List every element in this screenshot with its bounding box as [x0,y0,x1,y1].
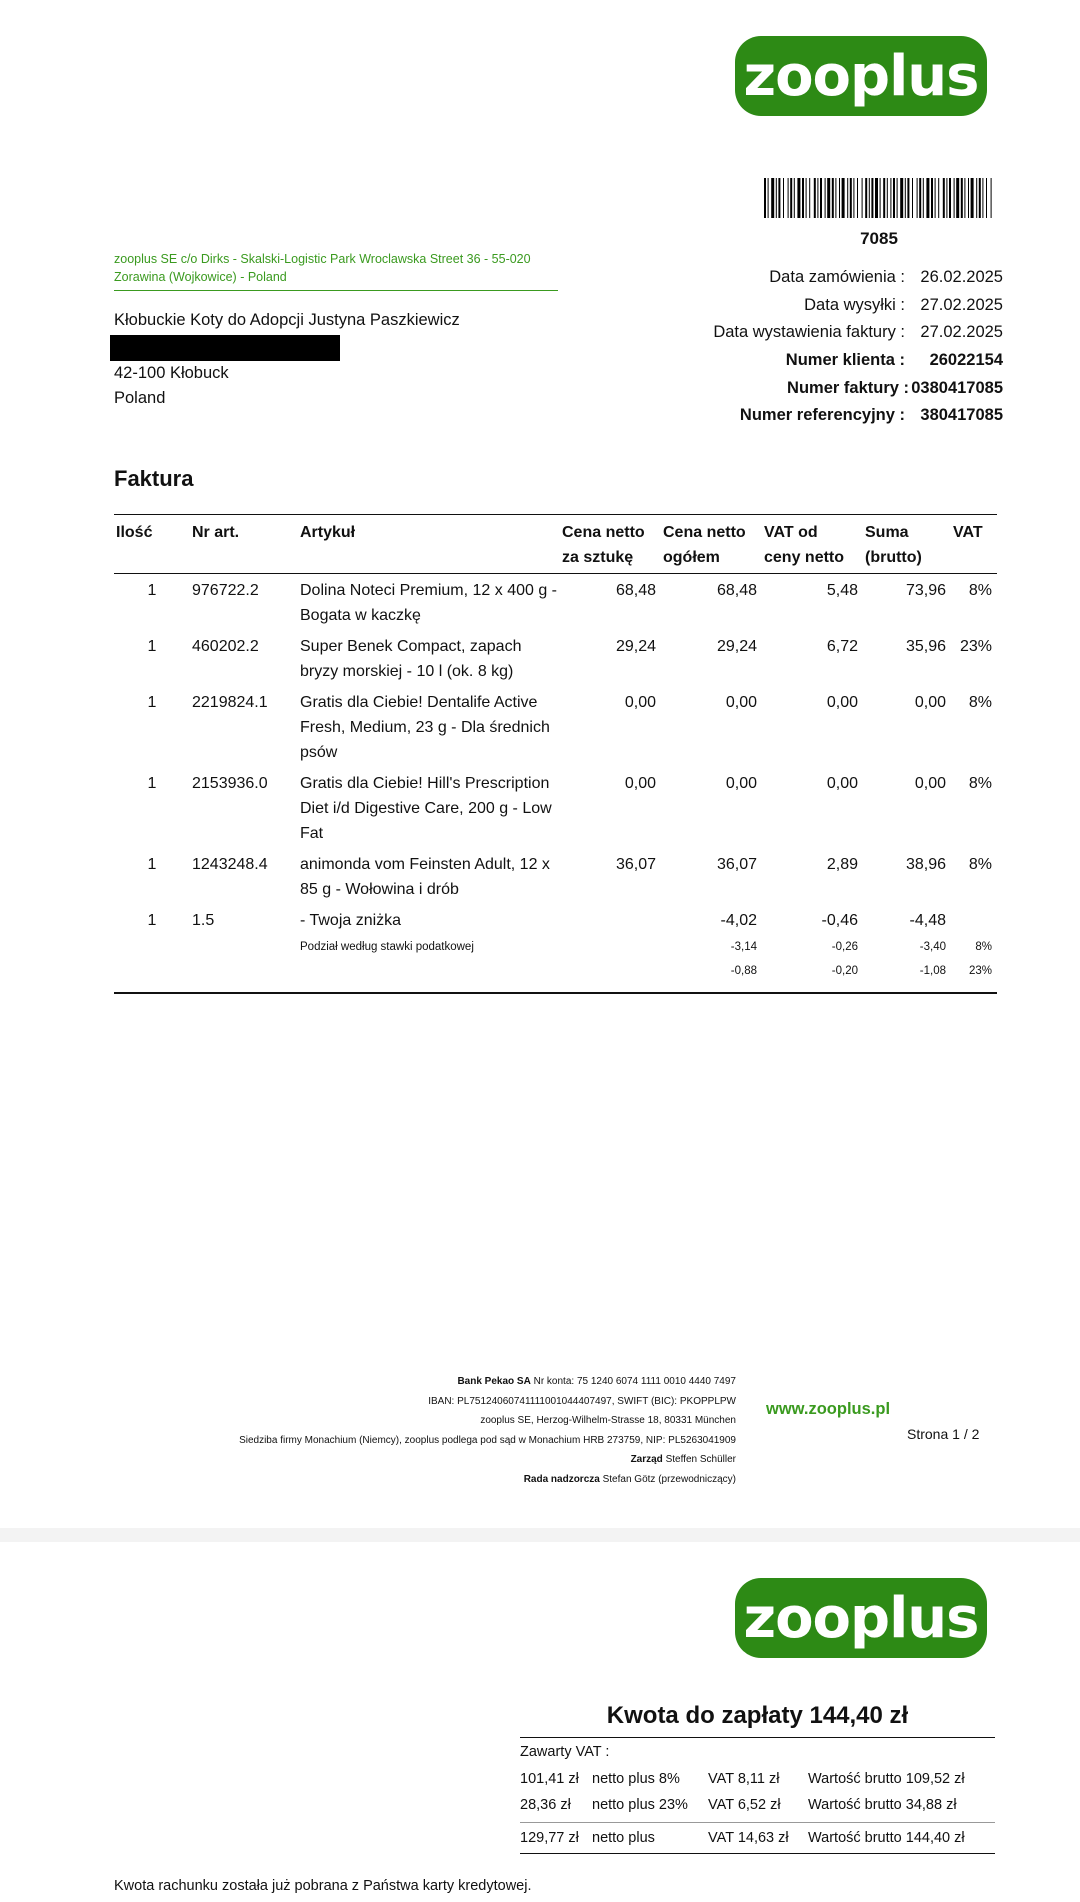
split-total-net: -3,14 [730,941,757,953]
barcode-bar [931,178,933,218]
row-vat-rate: 8% [968,856,992,873]
vat-summary-caption: Zawarty VAT : [520,1744,610,1760]
row-total-net: 36,07 [716,856,757,873]
vat-net: 101,41 zł [520,1771,579,1787]
discount-unit-net [560,904,661,935]
header-unit-net [560,515,661,574]
barcode-bar [946,178,947,218]
vat-net: 28,36 zł [520,1797,571,1813]
barcode-bar [880,178,881,218]
discount-vat-amount: -0,46 [821,912,858,929]
vat-gross: Wartość brutto 109,52 zł [808,1771,965,1787]
vat-amount: VAT 6,52 zł [708,1797,781,1813]
discount-article: - Twoja zniżka [300,912,402,929]
header-vat-amount-line2: ceny netto [764,549,845,566]
header-vat-rate: VAT [951,515,997,574]
barcode-bar [900,178,903,218]
header-total-net-line1: Cena netto [663,524,746,541]
split-vat-amount: -0,26 [831,941,858,953]
barcode-bar [817,178,818,218]
barcode-bar [771,178,774,218]
barcode-bar [865,178,867,218]
meta-value: 380417085 [920,406,1003,425]
footer-board-label: Zarząd [630,1454,663,1465]
meta-label: Data zamówienia : [769,268,905,287]
barcode-bar [883,178,885,218]
discount-vat-rate [951,904,997,935]
meta-value: 27.02.2025 [920,323,1003,342]
meta-value: 26.02.2025 [920,268,1003,287]
barcode-bar [776,178,777,218]
meta-label: Numer referencyjny : [739,406,905,425]
footer-registry: Siedziba firmy Monachium (Niemcy), zooplus podlega pod sąd w Monachium HRB 273759, NIP: PL5263041909 [239,1434,736,1446]
split-gross: -3,40 [919,941,946,953]
meta-reference-number [713,402,1003,430]
row-unit-net: 0,00 [624,694,656,711]
header-total-net [661,515,762,574]
row-total-net: 68,48 [716,582,757,599]
barcode-bar [887,178,888,218]
row-qty: 1 [147,856,157,873]
row-vat-amount: 6,72 [826,638,858,655]
row-total-net: 0,00 [725,775,757,792]
meta-value: 0380417085 [911,378,1003,397]
table-row [114,767,997,848]
barcode-bar [875,178,878,218]
barcode-bar [986,178,987,218]
footer-board: Steffen Schüller [665,1454,736,1465]
vat-amount: VAT 8,11 zł [708,1771,780,1787]
row-unit-net: 36,07 [615,856,656,873]
header-qty: Ilość [114,515,190,574]
row-vat-amount: 2,89 [826,856,858,873]
tax-split-row [114,935,997,959]
barcode-bar [905,178,906,218]
barcode-bar [954,178,955,218]
barcode-bar [857,178,858,218]
table-row [114,686,997,767]
row-sku: 1243248.4 [192,856,268,873]
split-vat-rate: 23% [951,959,997,993]
barcode-bar [797,178,800,218]
vat-summary-row [520,1766,995,1792]
meta-customer-number [713,347,1003,375]
footer-bank-info [150,1372,736,1489]
barcode-bar [976,178,977,218]
barcode-bar [935,178,936,218]
recipient-city: 42-100 Kłobuck [114,364,229,382]
row-gross: 73,96 [905,582,946,599]
barcode-bar [961,178,963,218]
footer-iban: IBAN: PL75124060741111001044407497, SWIFT (BIC): PKOPPLPW [428,1395,736,1407]
meta-label: Data wysyłki : [804,295,905,314]
header-article: Artykuł [298,515,560,574]
barcode-bar [917,178,918,218]
barcode-bar [806,178,807,218]
barcode-bar [788,178,789,218]
invoice-meta [713,264,1003,430]
row-gross: 35,96 [905,638,946,655]
vat-summary [520,1737,995,1854]
barcode-bar [835,178,836,218]
barcode-bar [890,178,891,218]
split-vat-rate: 8% [975,941,992,953]
recipient-country: Poland [114,389,166,407]
barcode-bar [794,178,795,218]
barcode-bar [853,178,854,218]
vat-total-net: 129,77 zł [520,1830,579,1846]
footer-supervisory: Stefan Götz (przewodniczący) [602,1473,736,1485]
table-header-row [114,515,997,574]
vat-gross: Wartość brutto 34,88 zł [808,1797,957,1813]
row-article: Super Benek Compact, zapach bryzy morskiej - 10 l (ok. 8 kg) [300,638,522,680]
header-total-net-line2: ogółem [663,549,720,566]
vat-label: netto plus 23% [592,1797,688,1813]
barcode-bar [919,178,921,218]
header-unit-net-line1: Cena netto [562,524,645,541]
barcode-number: 7085 [860,229,898,248]
barcode-bar [764,178,766,218]
barcode-bar [964,178,965,218]
page-number: Strona 1 / 2 [907,1426,980,1442]
zooplus-logo: zooplus [735,1578,987,1658]
header-vat-amount-line1: VAT od [764,524,818,541]
row-vat-rate: 8% [968,694,992,711]
barcode-bar [956,178,959,218]
row-sku: 460202.2 [192,638,259,655]
vat-total-amount: VAT 14,63 zł [708,1830,789,1846]
vat-summary-row [520,1792,995,1818]
row-article: Gratis dla Ciebie! Dentalife Active Fresh, Medium, 23 g - Dla średnich psów [300,694,550,761]
redacted-street [110,335,340,361]
footer-bank-name: Bank Pekao SA [457,1376,531,1387]
barcode-bar [923,178,924,218]
discount-sku: 1.5 [192,912,215,929]
row-qty: 1 [147,638,157,655]
zooplus-logo: zooplus [735,36,987,116]
split-gross: -1,08 [863,959,951,993]
row-article: Dolina Noteci Premium, 12 x 400 g - Bogata w kaczkę [300,582,557,624]
row-unit-net: 29,24 [615,638,656,655]
row-unit-net: 0,00 [624,775,656,792]
barcode-bar [827,178,830,218]
meta-value: 26022154 [929,351,1003,370]
invoice-items-table [114,514,997,994]
row-total-net: 29,24 [716,638,757,655]
row-vat-rate: 23% [959,638,992,655]
header-gross-line2: (brutto) [865,549,922,566]
barcode-bar [893,178,895,218]
invoice-page-2 [0,1542,1080,1902]
split-vat-amount: -0,20 [762,959,863,993]
row-gross: 0,00 [914,775,946,792]
recipient-name: Kłobuckie Koty do Adopcji Justyna Paszkiewicz [114,311,460,329]
barcode-bar [968,178,969,218]
barcode-bar [912,178,913,218]
row-vat-rate: 8% [968,582,992,599]
header-unit-net-line2: za sztukę [562,549,634,566]
row-qty: 1 [147,582,157,599]
barcode-bar [778,178,780,218]
row-article: animonda vom Feinsten Adult, 12 x 85 g - Wołowina i drób [300,856,550,898]
meta-invoice-date [713,319,1003,347]
row-total-net: 0,00 [725,694,757,711]
amount-due-title: Kwota do zapłaty 144,40 zł [606,1702,909,1729]
payment-note: Kwota rachunku została już pobrana z Państwa karty kredytowej. [114,1878,532,1894]
barcode [764,178,994,218]
barcode-bar [790,178,792,218]
row-sku: 2153936.0 [192,775,268,792]
discount-total-net: -4,02 [720,912,757,929]
row-vat-amount: 0,00 [826,694,858,711]
barcode-bar [926,178,929,218]
row-vat-rate: 8% [968,775,992,792]
row-vat-amount: 5,48 [826,582,858,599]
barcode-bar [991,178,992,218]
header-vat-amount [762,515,863,574]
page-separator [0,1528,1080,1542]
meta-value: 27.02.2025 [920,295,1003,314]
meta-label: Numer faktury : [787,378,909,397]
discount-gross: -4,48 [909,912,946,929]
website-link[interactable]: www.zooplus.pl [766,1400,891,1418]
barcode-bar [839,178,840,218]
header-sku: Nr art. [190,515,298,574]
tax-split-row [114,959,997,993]
barcode-bar [809,178,810,218]
barcode-bar [814,178,816,218]
barcode-bar [897,178,898,218]
barcode-bar [847,178,848,218]
vat-summary-total [520,1822,995,1853]
document-title: Faktura [114,466,194,491]
barcode-bar [943,178,945,218]
barcode-bar [982,178,983,218]
row-gross: 0,00 [914,694,946,711]
row-article: Gratis dla Ciebie! Hill's Prescription Diet i/d Digestive Care, 200 g - Low Fat [300,775,552,842]
header-gross [863,515,951,574]
barcode-bar [907,178,909,218]
tax-split-label: Podział według stawki podatkowej [300,941,474,953]
vat-total-label: netto plus [592,1830,655,1846]
footer-address: zooplus SE, Herzog-Wilhelm-Strasse 18, 80331 München [480,1415,736,1426]
barcode-bar [949,178,951,218]
vat-label: netto plus 8% [592,1771,680,1787]
header-gross-line1: Suma [865,524,909,541]
barcode-bar [850,178,852,218]
table-row [114,574,997,631]
split-total-net: -0,88 [661,959,762,993]
barcode-bar [979,178,981,218]
meta-label: Data wystawienia faktury : [713,323,905,342]
table-row [114,630,997,686]
barcode-bar [768,178,769,218]
footer-supervisory-line [150,1470,736,1490]
footer-board-line [150,1450,736,1470]
row-sku: 976722.2 [192,582,259,599]
table-row [114,848,997,904]
footer-account: Nr konta: 75 1240 6074 1111 0010 4440 7497 [533,1376,736,1387]
meta-ship-date [713,292,1003,320]
barcode-bar [802,178,804,218]
meta-label: Numer klienta : [785,351,905,370]
barcode-bar [869,178,870,218]
discount-qty: 1 [147,912,157,929]
barcode-bar [871,178,873,218]
row-unit-net: 68,48 [615,582,656,599]
barcode-bar [783,178,784,218]
sender-address: zooplus SE c/o Dirks - Skalski-Logistic Park Wroclawska Street 36 - 55-020 Zorawina (Wojkowice) - Poland [114,250,558,291]
row-vat-amount: 0,00 [826,775,858,792]
discount-row [114,904,997,935]
barcode-bar [862,178,863,218]
barcode-bar [825,178,826,218]
footer-bank-line [150,1372,736,1392]
meta-order-date [713,264,1003,292]
row-qty: 1 [147,694,157,711]
barcode-bar [971,178,974,218]
footer-supervisory-label: Rada nadzorcza [523,1473,600,1485]
barcode-bar [820,178,822,218]
barcode-bar [842,178,845,218]
row-gross: 38,96 [905,856,946,873]
barcode-bar [832,178,834,218]
vat-total-gross: Wartość brutto 144,40 zł [808,1830,965,1846]
meta-invoice-number [713,374,1003,402]
barcode-bar [938,178,939,218]
row-sku: 2219824.1 [192,694,268,711]
row-qty: 1 [147,775,157,792]
recipient-address [114,308,460,411]
